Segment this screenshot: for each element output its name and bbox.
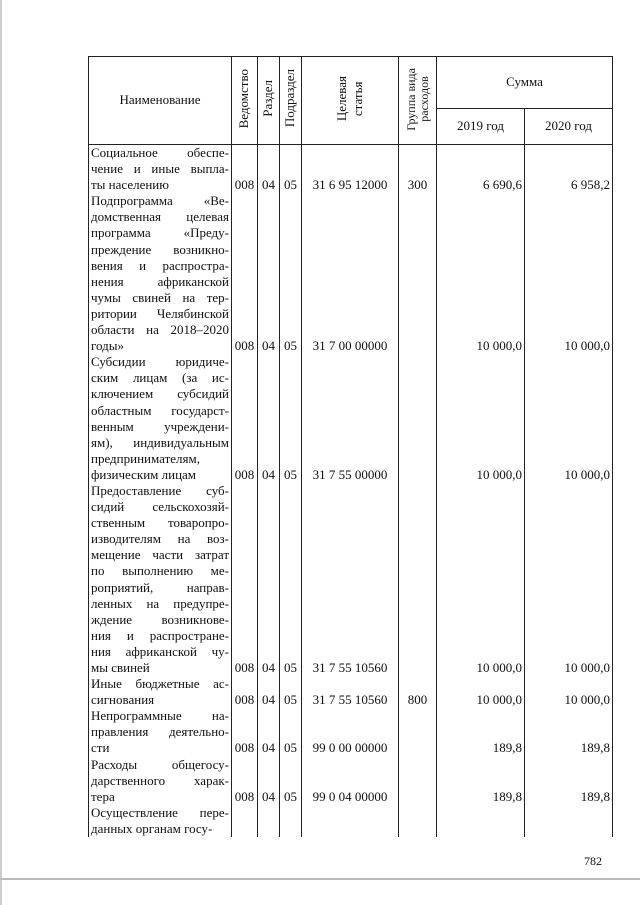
cell-celevaya-statya: 99 0 00 00000 bbox=[302, 708, 399, 756]
row-name-line: роприятий, направ- bbox=[91, 579, 229, 595]
cell-gruppa bbox=[399, 193, 437, 354]
row-name-line: сигнования bbox=[91, 692, 155, 708]
cell-sum-2019: 10 000,0 bbox=[437, 483, 525, 676]
cell-gruppa bbox=[399, 708, 437, 756]
row-name-line: ния и распростране- bbox=[91, 627, 229, 643]
row-name bbox=[89, 676, 232, 708]
row-name-line: мы свиней bbox=[91, 660, 150, 675]
header-summa: Сумма bbox=[437, 57, 613, 109]
cell-razdel: 04 bbox=[258, 708, 280, 756]
table-row bbox=[89, 193, 613, 354]
table-row bbox=[89, 805, 613, 837]
row-name bbox=[89, 708, 232, 756]
cell-vedomstvo: 008 bbox=[232, 757, 258, 805]
cell-vedomstvo: 008 bbox=[232, 145, 258, 194]
row-name-line: сти bbox=[91, 740, 110, 756]
row-name-line: данных органам госу- bbox=[91, 820, 213, 836]
header-vedomstvo: Ведомство bbox=[232, 57, 258, 145]
cell-celevaya-statya: 31 7 00 00000 bbox=[302, 193, 399, 354]
cell-sum-2019: 10 000,0 bbox=[437, 676, 525, 708]
table-row bbox=[89, 145, 613, 194]
cell-celevaya-statya: 99 0 04 00000 bbox=[302, 757, 399, 805]
header-podrazdel: Подраздел bbox=[280, 57, 302, 145]
table-row bbox=[89, 676, 613, 708]
cell-sum-2019: 10 000,0 bbox=[437, 354, 525, 483]
cell-celevaya-statya: 31 7 55 10560 bbox=[302, 676, 399, 708]
row-name-line: Непрограммные на- bbox=[91, 708, 229, 724]
cell-razdel: 04 bbox=[258, 193, 280, 354]
cell-vedomstvo: 008 bbox=[232, 708, 258, 756]
cell-gruppa bbox=[399, 354, 437, 483]
cell-vedomstvo: 008 bbox=[232, 193, 258, 354]
row-name-line: вения и распростра- bbox=[91, 257, 229, 273]
row-name-line: ям), индивидуальным bbox=[91, 434, 229, 450]
header-celevaya-statya: Целевая статья bbox=[302, 57, 399, 145]
cell-vedomstvo: 008 bbox=[232, 354, 258, 483]
row-name-line: сидий сельскохозяй- bbox=[91, 499, 229, 515]
row-name-line: областным государст- bbox=[91, 402, 229, 418]
cell-podrazdel: 05 bbox=[280, 676, 302, 708]
row-name-line: Субсидии юридиче- bbox=[91, 354, 229, 370]
row-name bbox=[89, 193, 232, 354]
row-name-line: годы» bbox=[91, 338, 124, 354]
page-number: 782 bbox=[584, 854, 602, 868]
row-name-line: дарственного харак- bbox=[91, 772, 229, 788]
cell-sum-2020 bbox=[525, 805, 613, 837]
cell-podrazdel: 05 bbox=[280, 145, 302, 194]
row-name bbox=[89, 483, 232, 676]
row-name-line: предпринимателям, bbox=[91, 450, 200, 466]
header-name: Наименование bbox=[89, 57, 232, 145]
table-body bbox=[89, 145, 613, 838]
cell-sum-2020: 10 000,0 bbox=[525, 676, 613, 708]
row-name-line: ждение возникнове- bbox=[91, 611, 229, 627]
cell-razdel: 04 bbox=[258, 354, 280, 483]
cell-celevaya-statya: 31 7 55 00000 bbox=[302, 354, 399, 483]
table-row bbox=[89, 483, 613, 676]
cell-razdel: 04 bbox=[258, 757, 280, 805]
row-name-line: ленных на предупре- bbox=[91, 595, 229, 611]
cell-podrazdel: 05 bbox=[280, 757, 302, 805]
row-name-line: ритории Челябинской bbox=[91, 305, 229, 321]
cell-sum-2020: 10 000,0 bbox=[525, 354, 613, 483]
row-name bbox=[89, 805, 232, 837]
table-row bbox=[89, 354, 613, 483]
row-name-line: Подпрограмма «Ве- bbox=[91, 193, 229, 209]
row-name-line: чение и иные выпла- bbox=[91, 161, 229, 177]
row-name bbox=[89, 145, 232, 194]
row-name-line: Иные бюджетные ас- bbox=[91, 676, 229, 692]
cell-celevaya-statya: 31 7 55 10560 bbox=[302, 483, 399, 676]
header-year-2019: 2019 год bbox=[437, 109, 525, 145]
row-name-line: тера bbox=[91, 788, 115, 804]
page-edge bbox=[0, 0, 2, 905]
cell-vedomstvo bbox=[232, 805, 258, 837]
table-row bbox=[89, 708, 613, 756]
cell-podrazdel bbox=[280, 805, 302, 837]
row-name-line: домственная целевая bbox=[91, 209, 229, 225]
cell-razdel bbox=[258, 805, 280, 837]
row-name-line: ственным товаропро- bbox=[91, 515, 229, 531]
bottom-edge bbox=[0, 878, 640, 880]
cell-celevaya-statya: 31 6 95 12000 bbox=[302, 145, 399, 194]
row-name-line: Расходы общегосу- bbox=[91, 756, 229, 772]
cell-gruppa bbox=[399, 805, 437, 837]
row-name-line: Предоставление суб- bbox=[91, 482, 229, 498]
row-name bbox=[89, 354, 232, 483]
cell-gruppa bbox=[399, 757, 437, 805]
row-name-line: мещение части затрат bbox=[91, 547, 229, 563]
cell-sum-2020: 6 958,2 bbox=[525, 145, 613, 194]
cell-sum-2019: 189,8 bbox=[437, 708, 525, 756]
row-name-line: чумы свиней на тер- bbox=[91, 289, 229, 305]
header-gruppa-vida-rashodov: Группа вида расходов bbox=[399, 57, 437, 145]
row-name-line: Социальное обеспе- bbox=[91, 145, 229, 160]
row-name-line: физическим лицам bbox=[91, 466, 197, 482]
cell-podrazdel: 05 bbox=[280, 193, 302, 354]
cell-gruppa: 300 bbox=[399, 145, 437, 194]
cell-razdel: 04 bbox=[258, 145, 280, 194]
cell-razdel: 04 bbox=[258, 483, 280, 676]
cell-sum-2020: 10 000,0 bbox=[525, 483, 613, 676]
cell-vedomstvo: 008 bbox=[232, 676, 258, 708]
cell-sum-2020: 189,8 bbox=[525, 708, 613, 756]
cell-gruppa: 800 bbox=[399, 676, 437, 708]
row-name-line: изводителям на воз- bbox=[91, 531, 229, 547]
header-year-2020: 2020 год bbox=[525, 109, 613, 145]
cell-razdel: 04 bbox=[258, 676, 280, 708]
cell-sum-2019: 6 690,6 bbox=[437, 145, 525, 194]
cell-podrazdel: 05 bbox=[280, 483, 302, 676]
row-name-line: программа «Преду- bbox=[91, 225, 229, 241]
row-name-line: ским лицам (за ис- bbox=[91, 370, 229, 386]
cell-celevaya-statya bbox=[302, 805, 399, 837]
row-name bbox=[89, 757, 232, 805]
cell-sum-2019: 10 000,0 bbox=[437, 193, 525, 354]
row-name-line: области на 2018–2020 bbox=[91, 322, 229, 338]
cell-sum-2019 bbox=[437, 805, 525, 837]
table-row bbox=[89, 757, 613, 805]
row-name-line: ключением субсидий bbox=[91, 386, 229, 402]
row-name-line: правления деятельно- bbox=[91, 724, 229, 740]
budget-table bbox=[88, 56, 613, 837]
row-name-line: Осуществление пере- bbox=[91, 804, 229, 820]
cell-sum-2020: 189,8 bbox=[525, 757, 613, 805]
row-name-line: преждение возникно- bbox=[91, 241, 229, 257]
row-name-line: ния африканской чу- bbox=[91, 643, 229, 659]
cell-sum-2019: 189,8 bbox=[437, 757, 525, 805]
cell-gruppa bbox=[399, 483, 437, 676]
header-razdel: Раздел bbox=[258, 57, 280, 145]
cell-sum-2020: 10 000,0 bbox=[525, 193, 613, 354]
row-name-line: ты населению bbox=[91, 177, 169, 193]
row-name-line: по выполнению ме- bbox=[91, 563, 229, 579]
cell-vedomstvo: 008 bbox=[232, 483, 258, 676]
cell-podrazdel: 05 bbox=[280, 354, 302, 483]
row-name-line: венным учреждени- bbox=[91, 418, 229, 434]
row-name-line: нения африканской bbox=[91, 273, 229, 289]
cell-podrazdel: 05 bbox=[280, 708, 302, 756]
